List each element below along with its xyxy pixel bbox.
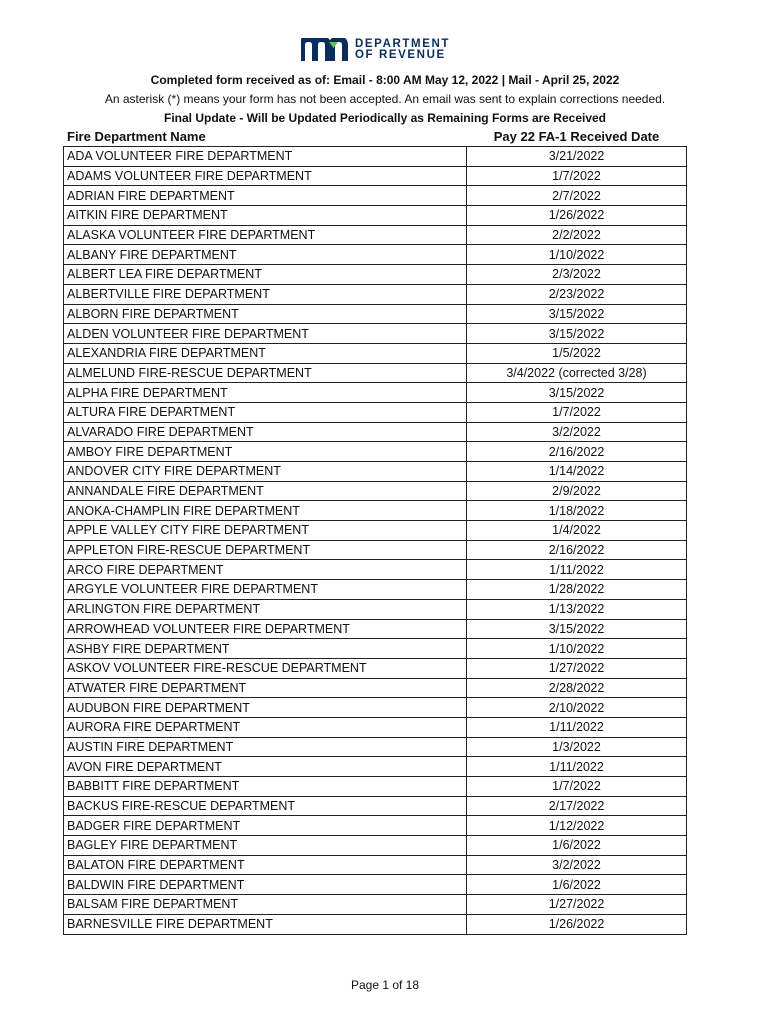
received-date-cell: 1/6/2022 [467,836,687,856]
department-name-cell: BALSAM FIRE DEPARTMENT [64,895,467,915]
final-update-note: Final Update - Will be Updated Periodically as Remaining Forms are Received [163,111,606,125]
department-name-cell: ALMELUND FIRE-RESCUE DEPARTMENT [64,363,467,383]
department-name-cell: ALBANY FIRE DEPARTMENT [64,245,467,265]
received-date-cell: 1/7/2022 [467,402,687,422]
department-name-cell: ASKOV VOLUNTEER FIRE-RESCUE DEPARTMENT [64,658,467,678]
table-row [64,422,687,442]
received-date-cell: 3/2/2022 [467,422,687,442]
received-date-cell: 1/6/2022 [467,875,687,895]
received-date-cell: 1/10/2022 [467,245,687,265]
received-date-cell: 3/2/2022 [467,855,687,875]
received-date-cell: 1/26/2022 [467,206,687,226]
department-name-cell: AVON FIRE DEPARTMENT [64,757,467,777]
received-date-cell: 2/28/2022 [467,678,687,698]
received-date-cell: 1/14/2022 [467,462,687,482]
received-date-cell: 2/9/2022 [467,481,687,501]
mn-logo-icon [301,38,349,62]
department-name-cell: ANDOVER CITY FIRE DEPARTMENT [64,462,467,482]
received-date-cell: 1/4/2022 [467,521,687,541]
table-row [64,777,687,797]
logo-line-1: DEPARTMENT [355,38,451,50]
department-name-cell: ALBORN FIRE DEPARTMENT [64,304,467,324]
received-date-cell: 3/21/2022 [467,147,687,167]
table-row [64,481,687,501]
received-date-cell: 2/10/2022 [467,698,687,718]
table-row [64,284,687,304]
department-name-cell: ANOKA-CHAMPLIN FIRE DEPARTMENT [64,501,467,521]
received-date-cell: 2/16/2022 [467,442,687,462]
department-name-cell: ALDEN VOLUNTEER FIRE DEPARTMENT [64,324,467,344]
table-row [64,186,687,206]
table-row [64,757,687,777]
table-row [64,698,687,718]
table-row [64,383,687,403]
received-date-cell: 1/18/2022 [467,501,687,521]
department-name-cell: BABBITT FIRE DEPARTMENT [64,777,467,797]
received-date-cell: 1/27/2022 [467,895,687,915]
department-name-cell: ASHBY FIRE DEPARTMENT [64,639,467,659]
department-name-cell: BAGLEY FIRE DEPARTMENT [64,836,467,856]
fire-department-table [63,146,687,935]
table-row [64,737,687,757]
table-row [64,501,687,521]
department-name-cell: ATWATER FIRE DEPARTMENT [64,678,467,698]
received-date-cell: 1/26/2022 [467,914,687,934]
table-row [64,599,687,619]
table-row [64,717,687,737]
received-date-cell: 1/5/2022 [467,343,687,363]
department-name-cell: APPLE VALLEY CITY FIRE DEPARTMENT [64,521,467,541]
received-date-cell: 2/7/2022 [467,186,687,206]
table-row [64,206,687,226]
received-date-cell: 1/7/2022 [467,777,687,797]
department-name-cell: AURORA FIRE DEPARTMENT [64,717,467,737]
department-logo [301,38,450,62]
received-date-cell: 3/15/2022 [467,304,687,324]
table-row [64,343,687,363]
department-name-cell: ADAMS VOLUNTEER FIRE DEPARTMENT [64,166,467,186]
table-row [64,580,687,600]
received-date-cell: 1/10/2022 [467,639,687,659]
received-date-cell: 1/11/2022 [467,757,687,777]
received-date-cell: 1/11/2022 [467,717,687,737]
received-date-cell: 1/12/2022 [467,816,687,836]
department-name-cell: ARLINGTON FIRE DEPARTMENT [64,599,467,619]
department-name-cell: BADGER FIRE DEPARTMENT [64,816,467,836]
table-row [64,245,687,265]
table-row [64,540,687,560]
table-row [64,678,687,698]
received-date-cell: 1/7/2022 [467,166,687,186]
department-name-cell: ALPHA FIRE DEPARTMENT [64,383,467,403]
table-row [64,639,687,659]
department-name-cell: ALEXANDRIA FIRE DEPARTMENT [64,343,467,363]
table-row [64,796,687,816]
table-row [64,658,687,678]
received-date-cell: 3/15/2022 [467,383,687,403]
department-name-cell: ARGYLE VOLUNTEER FIRE DEPARTMENT [64,580,467,600]
received-date-cell: 1/13/2022 [467,599,687,619]
department-name-cell: BALDWIN FIRE DEPARTMENT [64,875,467,895]
department-name-cell: ALVARADO FIRE DEPARTMENT [64,422,467,442]
table-row [64,816,687,836]
received-date-cell: 2/23/2022 [467,284,687,304]
table-row [64,304,687,324]
table-row [64,442,687,462]
department-name-cell: AITKIN FIRE DEPARTMENT [64,206,467,226]
table-row [64,521,687,541]
table-row [64,363,687,383]
table-row [64,265,687,285]
received-date-cell: 2/17/2022 [467,796,687,816]
department-name-cell: AUSTIN FIRE DEPARTMENT [64,737,467,757]
table-row [64,147,687,167]
asterisk-note: An asterisk (*) means your form has not been accepted. An email was sent to explain corrections needed. [104,92,666,106]
department-name-cell: ALTURA FIRE DEPARTMENT [64,402,467,422]
department-name-cell: APPLETON FIRE-RESCUE DEPARTMENT [64,540,467,560]
logo-text [355,39,450,61]
department-name-cell: ARCO FIRE DEPARTMENT [64,560,467,580]
department-name-cell: ARROWHEAD VOLUNTEER FIRE DEPARTMENT [64,619,467,639]
department-name-cell: ALBERTVILLE FIRE DEPARTMENT [64,284,467,304]
table-row [64,402,687,422]
department-name-cell: ADA VOLUNTEER FIRE DEPARTMENT [64,147,467,167]
department-name-cell: BARNESVILLE FIRE DEPARTMENT [64,914,467,934]
table-row [64,225,687,245]
table-row [64,895,687,915]
page-number: Page 1 of 18 [350,978,420,992]
table-row [64,855,687,875]
table-row [64,462,687,482]
received-date-cell: 1/3/2022 [467,737,687,757]
table-row [64,914,687,934]
logo-line-2: OF REVENUE [355,49,446,61]
table-row [64,619,687,639]
received-date-cell: 2/16/2022 [467,540,687,560]
table-row [64,166,687,186]
department-name-cell: ALASKA VOLUNTEER FIRE DEPARTMENT [64,225,467,245]
department-name-cell: ADRIAN FIRE DEPARTMENT [64,186,467,206]
received-date-cell: 3/15/2022 [467,619,687,639]
received-date-cell: 2/3/2022 [467,265,687,285]
department-name-cell: BACKUS FIRE-RESCUE DEPARTMENT [64,796,467,816]
department-name-cell: ANNANDALE FIRE DEPARTMENT [64,481,467,501]
table-row [64,324,687,344]
table-row [64,836,687,856]
column-header-name: Fire Department Name [67,129,206,144]
table-row [64,560,687,580]
received-as-of-line: Completed form received as of: Email - 8:00 AM May 12, 2022 | Mail - April 25, 2022 [150,73,620,87]
received-date-cell: 1/11/2022 [467,560,687,580]
department-name-cell: AUDUBON FIRE DEPARTMENT [64,698,467,718]
table-row [64,875,687,895]
department-name-cell: AMBOY FIRE DEPARTMENT [64,442,467,462]
received-date-cell: 2/2/2022 [467,225,687,245]
received-date-cell: 3/15/2022 [467,324,687,344]
department-name-cell: ALBERT LEA FIRE DEPARTMENT [64,265,467,285]
column-header-date: Pay 22 FA-1 Received Date [493,129,660,144]
received-date-cell: 1/28/2022 [467,580,687,600]
department-name-cell: BALATON FIRE DEPARTMENT [64,855,467,875]
received-date-cell: 1/27/2022 [467,658,687,678]
received-date-cell: 3/4/2022 (corrected 3/28) [467,363,687,383]
